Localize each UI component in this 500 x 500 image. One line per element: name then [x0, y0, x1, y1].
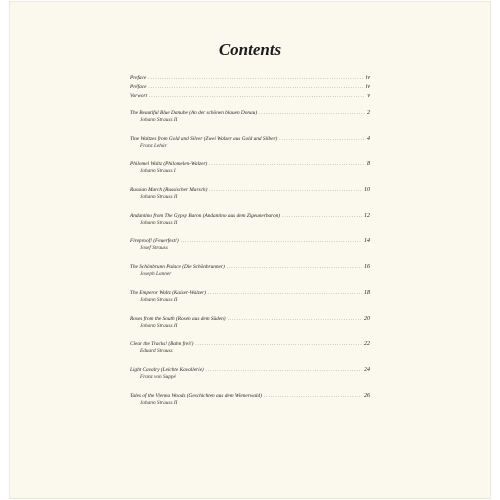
toc-line	[130, 161, 370, 168]
toc-line	[130, 316, 370, 323]
front-matter-item	[130, 83, 370, 92]
dot-leader	[209, 187, 362, 194]
toc-line	[130, 367, 370, 374]
toc-entry	[130, 187, 370, 213]
dot-leader	[149, 92, 365, 101]
front-matter-list	[130, 74, 370, 110]
composer-name: Johann Strauss II	[140, 219, 178, 226]
toc-title: The Beautiful Blue Danube (An der schönen blauen Donau)	[130, 110, 258, 116]
dot-leader	[227, 264, 362, 271]
page-number: iv	[365, 84, 370, 90]
book-page	[10, 2, 490, 498]
composer-name: Johann Strauss I	[140, 168, 176, 175]
toc-title: Tales of the Vienna Woods (Geschichten aus dem Wienerwald)	[130, 392, 262, 399]
toc-title: Fireproof! (Feuerfest!)	[130, 238, 179, 245]
dot-leader	[259, 110, 365, 117]
toc-line	[130, 187, 370, 194]
toc-line	[130, 393, 370, 400]
page-number: 16	[364, 264, 370, 271]
composer-name: Eduard Strauss	[140, 348, 173, 355]
toc-title: Light Cavalry (Leichte Kavallerie)	[130, 366, 204, 373]
dot-leader	[279, 136, 365, 143]
toc-entry	[130, 316, 370, 342]
composer-name: Johann Strauss II	[140, 117, 178, 123]
toc-title: Philomel Waltz (Philomelen-Walzer)	[130, 161, 208, 168]
page-number: 12	[364, 212, 370, 219]
toc-entry	[130, 213, 370, 239]
dot-leader	[208, 290, 362, 297]
page-title: Contents	[218, 40, 282, 59]
front-matter-item	[130, 74, 370, 83]
dot-leader	[181, 238, 362, 245]
toc-entry	[130, 136, 370, 162]
page-number: 26	[364, 392, 370, 399]
dot-leader	[209, 161, 365, 168]
table-of-contents	[130, 74, 370, 418]
dot-leader	[282, 213, 362, 220]
composer-name: Franz Lehár	[140, 142, 167, 149]
toc-title: Clear the Tracks! (Bahn frei!)	[130, 341, 194, 348]
toc-line	[130, 136, 370, 143]
dot-leader	[148, 83, 363, 92]
toc-entry	[130, 290, 370, 316]
toc-entry	[130, 161, 370, 187]
toc-title: Andantino from The Gypsy Baron (Andantino aus dem Zigeunerbaron)	[130, 212, 281, 219]
toc-line	[130, 264, 370, 271]
composer-name: Johann Strauss II	[140, 399, 178, 406]
toc-title: The Emperor Waltz (Kaiser-Walzer)	[130, 289, 206, 296]
dot-leader	[148, 74, 363, 83]
dot-leader	[228, 316, 362, 323]
entry-list	[130, 110, 370, 418]
toc-title: Russian March (Russischer Marsch)	[130, 187, 208, 194]
toc-title: The Schönbrunn Palace (Die Schönbrunner)	[130, 264, 225, 271]
page-number: 10	[364, 187, 370, 194]
toc-title: Preface	[130, 75, 147, 81]
toc-line	[130, 290, 370, 297]
page-number: 4	[367, 135, 370, 142]
toc-entry	[130, 393, 370, 419]
front-matter-item	[130, 92, 370, 101]
toc-entry	[130, 238, 370, 264]
toc-title: Roses from the South (Rosen aus dem Süden)	[130, 315, 226, 322]
composer-name: Josef Strauss	[140, 245, 168, 252]
composer-name: Johann Strauss II	[140, 322, 178, 329]
toc-title: Tine Waltzes from Gold and Silver (Zwei Walzer aus Gold und Silber)	[130, 135, 278, 142]
toc-title: Vorwort	[130, 93, 148, 99]
page-number: 22	[364, 341, 370, 348]
toc-entry	[130, 367, 370, 393]
toc-line	[130, 341, 370, 348]
dot-leader	[206, 367, 362, 374]
page-number: 24	[364, 366, 370, 373]
toc-entry	[130, 110, 370, 136]
page-number: 2	[367, 110, 370, 116]
dot-leader	[195, 341, 362, 348]
toc-title: Préface	[130, 84, 147, 90]
toc-line	[130, 213, 370, 220]
composer-name: Johann Strauss II	[140, 194, 178, 201]
toc-line	[130, 110, 370, 117]
composer-name: Franz von Suppé	[140, 373, 176, 380]
toc-entry	[130, 264, 370, 290]
page-number: 18	[364, 289, 370, 296]
dot-leader	[264, 393, 362, 400]
page-number: v	[367, 93, 370, 99]
toc-entry	[130, 341, 370, 367]
page-number: iv	[365, 75, 370, 81]
composer-name: Joseph Lanner	[140, 271, 172, 278]
composer-name: Johann Strauss II	[140, 296, 178, 303]
page-number: 8	[367, 161, 370, 168]
page-number: 14	[364, 238, 370, 245]
page-number: 20	[364, 315, 370, 322]
